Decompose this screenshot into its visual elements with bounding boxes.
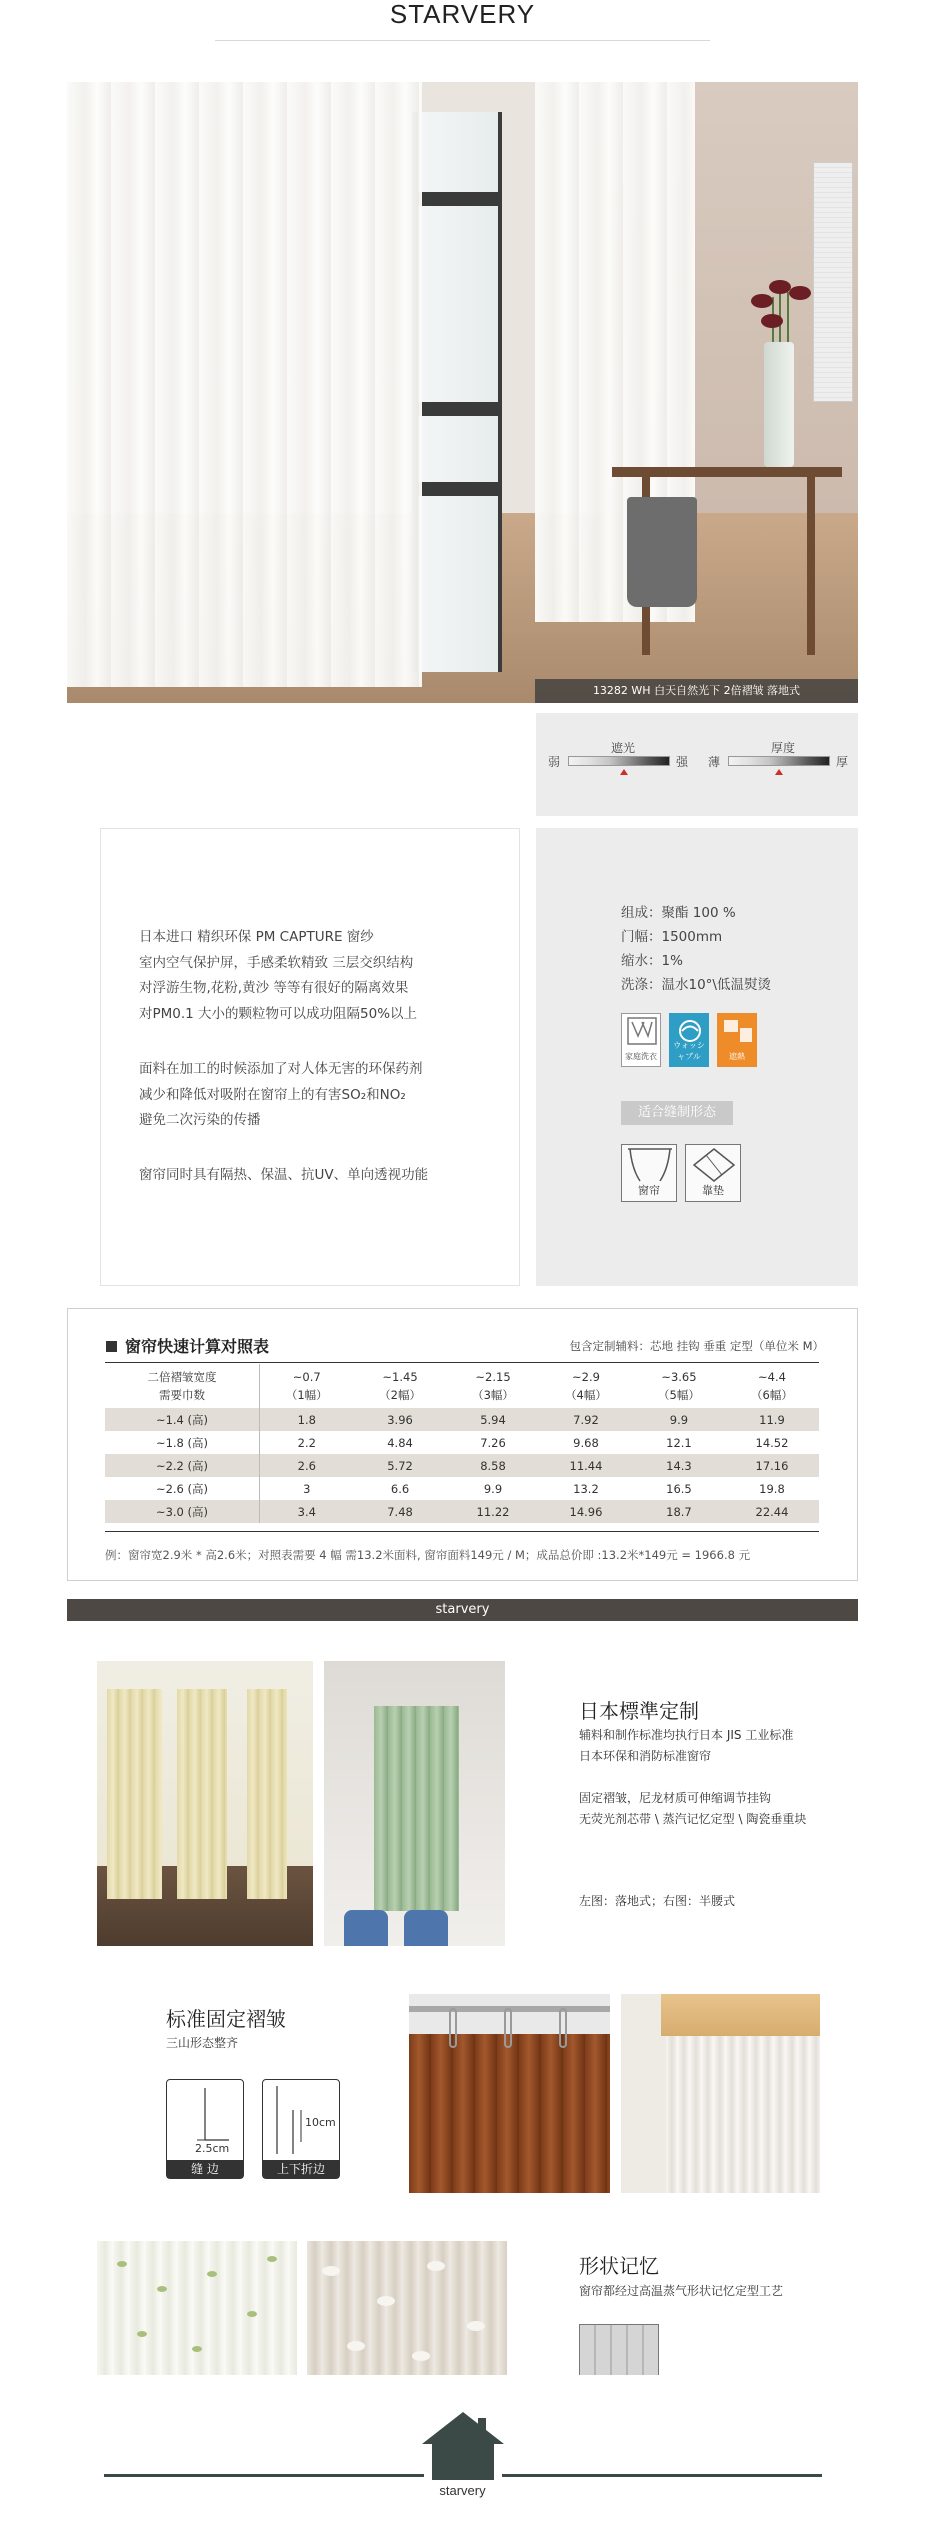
form-label: 窗帘 bbox=[638, 1184, 660, 1197]
brand-title: STARVERY bbox=[389, 0, 536, 29]
calc-row-height: ~2.6 (高) bbox=[105, 1477, 259, 1500]
hero-window bbox=[412, 112, 502, 672]
calc-row bbox=[105, 1500, 819, 1523]
calc-cell: 17.16 bbox=[725, 1454, 818, 1477]
calc-table-section bbox=[67, 1308, 858, 1581]
curtain-form-icon bbox=[621, 1144, 677, 1202]
calc-header-row bbox=[105, 1364, 819, 1408]
care-label: 遮熱 bbox=[729, 1052, 745, 1061]
footer-brand: starvery bbox=[439, 2483, 486, 2498]
jis-line: 日本环保和消防标准窗帘 bbox=[579, 1749, 712, 1763]
footer-line-left bbox=[104, 2474, 424, 2477]
calc-col-header: ~4.4 （6幅） bbox=[751, 1370, 793, 1402]
desc-line: 室内空气保护屏，手感柔软精致 三层交织结构 bbox=[139, 955, 414, 971]
hero-curtain-left bbox=[67, 82, 422, 687]
calc-cell: 3.96 bbox=[354, 1408, 447, 1431]
calc-col-header: ~3.65 （5幅） bbox=[658, 1370, 700, 1402]
thickness-high: 厚 bbox=[836, 755, 849, 769]
calc-cell: 18.7 bbox=[632, 1500, 725, 1523]
spec-composition: 组成：聚酯 100 % bbox=[621, 905, 736, 921]
desc-line: 避免二次污染的传播 bbox=[139, 1112, 261, 1128]
cushion-form-icon bbox=[685, 1144, 741, 1202]
calc-cell: 8.58 bbox=[447, 1454, 540, 1477]
pleat-title: 标准固定褶皱 bbox=[166, 2007, 286, 2031]
shading-low: 弱 bbox=[548, 755, 561, 769]
shape-memory-icon bbox=[579, 2324, 659, 2375]
calc-cell: 19.8 bbox=[759, 1481, 785, 1496]
hand-wash-icon bbox=[621, 1013, 661, 1067]
memory-title: 形状记忆 bbox=[579, 2254, 659, 2278]
care-label: ウォッシャブル bbox=[673, 1041, 705, 1061]
jis-line: 辅料和制作标准均执行日本 JIS 工业标准 bbox=[579, 1728, 794, 1742]
calc-cell: 4.84 bbox=[387, 1435, 413, 1450]
calc-example: 例：窗帘宽2.9米 * 高2.6米；对照表需要 4 幅 需13.2米面料, 窗帘面料149元 / M；成品总价即 :13.2米*149元 = 1966.8 元 bbox=[105, 1548, 751, 1562]
hem-dimension: 2.5cm bbox=[195, 2142, 230, 2155]
calc-cell: 7.92 bbox=[540, 1408, 633, 1431]
floor-length-curtain-photo bbox=[97, 1661, 313, 1946]
jis-caption: 左图：落地式；右图：半腰式 bbox=[579, 1894, 736, 1908]
calc-cell: 13.2 bbox=[573, 1481, 599, 1496]
thickness-bar bbox=[728, 756, 830, 766]
square-bullet-icon bbox=[106, 1341, 117, 1352]
calc-row-height: ~2.2 (高) bbox=[105, 1454, 259, 1477]
hem-label: 缝 边 bbox=[167, 2160, 243, 2178]
rating-panel bbox=[536, 713, 858, 816]
thickness-low: 薄 bbox=[708, 755, 721, 769]
calc-table bbox=[105, 1364, 819, 1523]
calc-row-height: ~3.0 (高) bbox=[105, 1500, 259, 1523]
calc-cell: 11.9 bbox=[725, 1408, 818, 1431]
valance-sheer-photo bbox=[621, 1994, 820, 2193]
calc-cell: 9.9 bbox=[632, 1408, 725, 1431]
house-logo-icon bbox=[420, 2410, 506, 2482]
calc-cell: 14.96 bbox=[540, 1500, 633, 1523]
brand-banner: starvery bbox=[67, 1599, 858, 1621]
calc-row-height: ~1.8 (高) bbox=[105, 1431, 259, 1454]
desc-line: 减少和降低对吸附在窗帘上的有害SO₂和NO₂ bbox=[139, 1087, 406, 1103]
leaf-pattern-photo bbox=[307, 2241, 507, 2375]
description-box bbox=[100, 828, 520, 1286]
shading-label: 遮光 bbox=[610, 741, 635, 755]
desc-line: 面料在加工的时候添加了对人体无害的环保药剂 bbox=[139, 1061, 423, 1077]
header-divider bbox=[215, 40, 710, 41]
thickness-marker bbox=[775, 769, 783, 775]
calc-note: 包含定制辅料：芯地 挂钩 垂重 定型（单位米 M） bbox=[569, 1339, 824, 1353]
hero-blind bbox=[813, 162, 853, 402]
memory-subtitle: 窗帘都经过高温蒸气形状记忆定型工艺 bbox=[579, 2284, 784, 2298]
fold-diagram bbox=[262, 2079, 340, 2179]
calc-cell: 12.1 bbox=[666, 1435, 692, 1450]
pleat-subtitle: 三山形态整齐 bbox=[166, 2036, 239, 2050]
hero-image bbox=[67, 82, 858, 703]
calc-cell: 9.9 bbox=[483, 1481, 503, 1496]
calc-col-header: ~1.45 （2幅） bbox=[379, 1370, 421, 1402]
calc-cell: 16.5 bbox=[666, 1481, 692, 1496]
spec-width: 门幅：1500mm bbox=[621, 929, 723, 945]
desc-line: 对PM0.1 大小的颗粒物可以成功阻隔50%以上 bbox=[139, 1006, 418, 1022]
form-label: 靠垫 bbox=[702, 1184, 724, 1197]
half-length-curtain-photo bbox=[324, 1661, 505, 1946]
thickness-label: 厚度 bbox=[770, 741, 795, 755]
calc-cell: 1.8 bbox=[259, 1408, 353, 1431]
desc-line: 对浮游生物,花粉,黄沙 等等有很好的隔离效果 bbox=[139, 980, 409, 996]
hero-vase bbox=[764, 342, 794, 467]
spec-wash: 洗涤：温水10°\低温熨烫 bbox=[621, 977, 771, 993]
footer-line-right bbox=[502, 2474, 822, 2477]
calc-row bbox=[105, 1477, 819, 1500]
calc-row bbox=[105, 1408, 819, 1431]
hero-chair bbox=[627, 497, 697, 607]
calc-rule-bottom bbox=[105, 1531, 819, 1532]
calc-row bbox=[105, 1454, 819, 1477]
shading-bar bbox=[568, 756, 670, 766]
calc-row-height: ~1.4 (高) bbox=[105, 1408, 259, 1431]
floral-sheer-photo bbox=[97, 2241, 297, 2375]
fit-forms-badge: 适合缝制形态 bbox=[621, 1101, 733, 1125]
jis-line: 无荧光剂芯带 \ 蒸汽记忆定型 \ 陶瓷垂重块 bbox=[579, 1812, 807, 1826]
calc-cell: 11.44 bbox=[540, 1454, 633, 1477]
calc-cell: 14.3 bbox=[632, 1454, 725, 1477]
calc-rule-top bbox=[105, 1362, 819, 1363]
desc-line: 窗帘同时具有隔热、保温、抗UV、单向透视功能 bbox=[139, 1167, 429, 1183]
calc-cell: 2.6 bbox=[259, 1454, 353, 1477]
fold-label: 上下折边 bbox=[263, 2160, 339, 2178]
calc-col-header: ~2.9 （4幅） bbox=[565, 1370, 607, 1402]
care-label: 家庭洗衣 bbox=[625, 1052, 657, 1061]
calc-cell: 5.72 bbox=[354, 1454, 447, 1477]
jis-line: 固定褶皱，尼龙材质可伸缩调节挂钩 bbox=[579, 1791, 772, 1805]
calc-cell: 7.48 bbox=[354, 1500, 447, 1523]
calc-cell: 7.26 bbox=[480, 1435, 506, 1450]
calc-cell: 5.94 bbox=[447, 1408, 540, 1431]
shading-high: 强 bbox=[676, 755, 689, 769]
spec-shrink: 缩水：1% bbox=[621, 953, 683, 969]
calc-cell: 14.52 bbox=[755, 1435, 789, 1450]
calc-corner: 二倍褶皱宽度 需要巾数 bbox=[105, 1364, 259, 1408]
washable-icon bbox=[669, 1013, 709, 1067]
calc-row bbox=[105, 1431, 819, 1454]
calc-cell: 3 bbox=[303, 1481, 311, 1496]
jis-title: 日本標準定制 bbox=[579, 1699, 699, 1723]
hero-caption: 13282 WH 白天自然光下 2倍褶皱 落地式 bbox=[535, 679, 858, 703]
calc-cell: 3.4 bbox=[259, 1500, 353, 1523]
calc-cell: 9.68 bbox=[573, 1435, 599, 1450]
calc-cell: 11.22 bbox=[447, 1500, 540, 1523]
spec-panel bbox=[536, 828, 858, 1286]
pleat-hooks-photo bbox=[409, 1994, 610, 2193]
calc-title bbox=[106, 1334, 269, 1357]
calc-col-header: ~2.15 （3幅） bbox=[472, 1370, 514, 1402]
heat-insulation-icon bbox=[717, 1013, 757, 1067]
fold-dimension: 10cm bbox=[305, 2116, 336, 2129]
calc-cell: 22.44 bbox=[725, 1500, 818, 1523]
desc-line: 日本进口 精织环保 PM CAPTURE 窗纱 bbox=[139, 929, 374, 945]
calc-cell: 2.2 bbox=[297, 1435, 316, 1450]
shading-marker bbox=[620, 769, 628, 775]
calc-title-text: 窗帘快速计算对照表 bbox=[125, 1337, 270, 1356]
calc-col-header: ~0.7 （1幅） bbox=[285, 1370, 328, 1402]
calc-cell: 6.6 bbox=[390, 1481, 410, 1496]
hem-diagram bbox=[166, 2079, 244, 2179]
